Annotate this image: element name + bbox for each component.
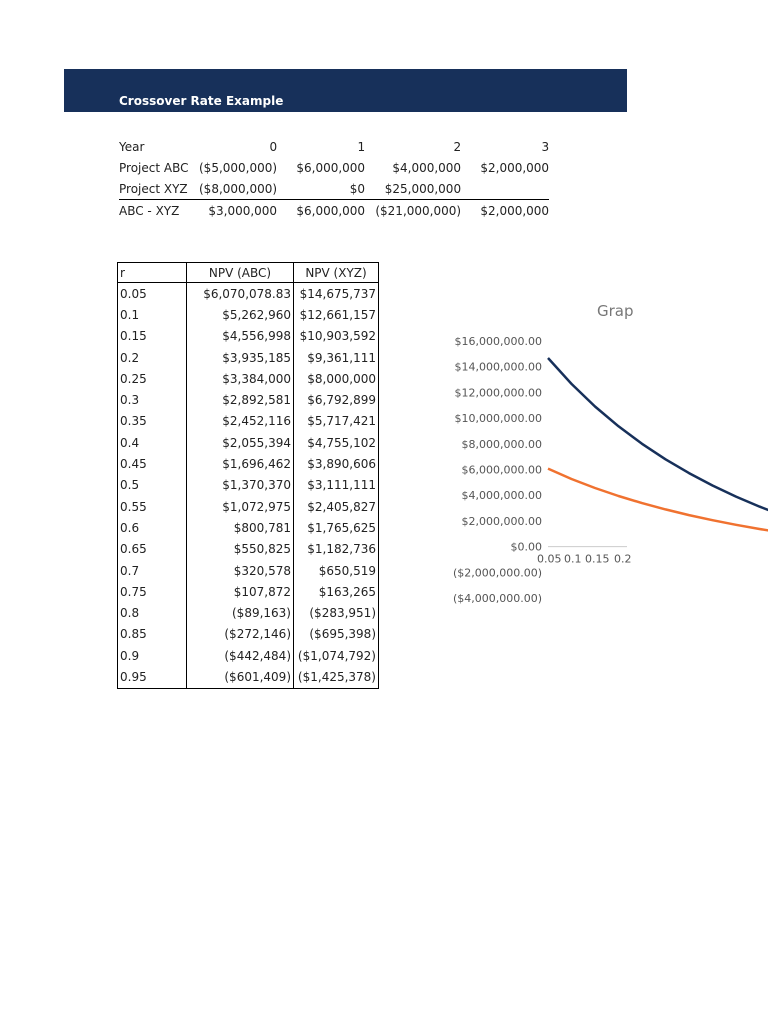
npv-xyz-cell: ($1,425,378)	[294, 666, 379, 688]
cell: ($8,000,000)	[199, 181, 278, 196]
cashflow-table	[119, 136, 549, 221]
rate-cell: 0.55	[118, 496, 187, 517]
y-tick-label: $10,000,000.00	[454, 412, 542, 426]
rate-cell: 0.45	[118, 453, 187, 474]
npv-row	[118, 645, 379, 666]
rate-cell: 0.15	[118, 326, 187, 347]
npv-chart	[440, 290, 634, 620]
rate-cell: 0.85	[118, 624, 187, 645]
year-label: Year	[119, 139, 145, 154]
npv-row	[118, 304, 379, 325]
npv-row	[118, 539, 379, 560]
rate-cell: 0.9	[118, 645, 187, 666]
y-tick-label: $16,000,000.00	[454, 335, 542, 348]
npv-row	[118, 283, 379, 305]
npv-abc-cell: $3,935,185	[187, 347, 294, 368]
row-label: Project ABC	[119, 160, 189, 175]
series-line-abc	[548, 469, 768, 555]
x-tick-label: 0.1	[564, 552, 582, 566]
npv-row	[118, 581, 379, 602]
y-tick-label: $2,000,000.00	[461, 514, 542, 528]
npv-abc-cell: $4,556,998	[187, 326, 294, 347]
npv-xyz-cell: $5,717,421	[294, 411, 379, 432]
y-tick-label: ($2,000,000.00)	[452, 566, 542, 580]
npv-xyz-cell: ($1,074,792)	[294, 645, 379, 666]
rate-cell: 0.6	[118, 517, 187, 538]
npv-abc-cell: $800,781	[187, 517, 294, 538]
npv-xyz-cell: $8,000,000	[294, 368, 379, 389]
npv-abc-cell: $2,055,394	[187, 432, 294, 453]
npv-row	[118, 432, 379, 453]
y-axis-ticks	[453, 335, 542, 605]
npv-abc-cell: ($272,146)	[187, 624, 294, 645]
rate-cell: 0.5	[118, 475, 187, 496]
npv-row	[118, 347, 379, 368]
cell	[461, 178, 549, 200]
npv-xyz-cell: $1,182,736	[294, 539, 379, 560]
npv-row	[118, 624, 379, 645]
cell: ($5,000,000)	[199, 160, 278, 175]
header-npv-xyz: NPV (XYZ)	[294, 263, 379, 283]
npv-xyz-cell: $4,755,102	[294, 432, 379, 453]
cell: $2,000,000	[480, 160, 550, 175]
y-tick-label: ($4,000,000.00)	[452, 592, 542, 605]
npv-xyz-cell: $12,661,157	[294, 304, 379, 325]
x-tick-label: 0.05	[537, 552, 562, 566]
y-tick-label: $12,000,000.00	[454, 386, 542, 400]
rate-cell: 0.2	[118, 347, 187, 368]
cell: $0	[349, 181, 366, 196]
npv-xyz-cell: $1,765,625	[294, 517, 379, 538]
npv-abc-cell: $5,262,960	[187, 304, 294, 325]
npv-row	[118, 475, 379, 496]
cell: $25,000,000	[384, 181, 462, 196]
npv-xyz-cell: $650,519	[294, 560, 379, 581]
cell: $4,000,000	[392, 160, 462, 175]
npv-abc-cell: $1,696,462	[187, 453, 294, 474]
npv-xyz-cell: $2,405,827	[294, 496, 379, 517]
rate-cell: 0.1	[118, 304, 187, 325]
npv-abc-cell: $3,384,000	[187, 368, 294, 389]
cashflow-row-diff	[119, 200, 549, 222]
y-tick-label: $4,000,000.00	[461, 489, 542, 503]
cashflow-row-abc	[119, 157, 549, 178]
npv-xyz-cell: $14,675,737	[294, 283, 379, 305]
header-npv-abc: NPV (ABC)	[187, 263, 294, 283]
rate-cell: 0.35	[118, 411, 187, 432]
npv-abc-cell: $1,072,975	[187, 496, 294, 517]
npv-abc-cell: $2,892,581	[187, 389, 294, 410]
series-lines	[548, 358, 768, 565]
header-rate: r	[118, 263, 187, 283]
year-3: 3	[541, 139, 550, 154]
npv-row	[118, 602, 379, 623]
x-axis	[537, 547, 632, 566]
title-banner	[64, 69, 627, 112]
npv-row	[118, 368, 379, 389]
rate-cell: 0.25	[118, 368, 187, 389]
npv-row	[118, 326, 379, 347]
year-0: 0	[269, 139, 278, 154]
npv-abc-cell: $107,872	[187, 581, 294, 602]
cell: ($21,000,000)	[365, 200, 461, 222]
npv-abc-cell: $2,452,116	[187, 411, 294, 432]
npv-row	[118, 453, 379, 474]
row-label: ABC - XYZ	[119, 200, 199, 222]
y-tick-label: $6,000,000.00	[461, 463, 542, 477]
series-line-xyz	[548, 358, 768, 565]
npv-row	[118, 389, 379, 410]
npv-xyz-cell: $10,903,592	[294, 326, 379, 347]
year-2: 2	[453, 139, 462, 154]
npv-xyz-cell: ($283,951)	[294, 602, 379, 623]
npv-xyz-cell: $9,361,111	[294, 347, 379, 368]
rate-cell: 0.7	[118, 560, 187, 581]
rate-cell: 0.3	[118, 389, 187, 410]
cell: $2,000,000	[461, 200, 549, 222]
npv-row	[118, 496, 379, 517]
npv-row	[118, 666, 379, 688]
npv-xyz-cell: $163,265	[294, 581, 379, 602]
npv-abc-cell: ($89,163)	[187, 602, 294, 623]
rate-cell: 0.95	[118, 666, 187, 688]
cell: $6,000,000	[277, 200, 365, 222]
npv-abc-cell: ($442,484)	[187, 645, 294, 666]
npv-table	[117, 262, 379, 689]
npv-abc-cell: ($601,409)	[187, 666, 294, 688]
rate-cell: 0.05	[118, 283, 187, 305]
year-1: 1	[357, 139, 366, 154]
npv-table-body	[118, 283, 379, 689]
chart-title: Grap	[597, 302, 634, 320]
rate-cell: 0.4	[118, 432, 187, 453]
rate-cell: 0.75	[118, 581, 187, 602]
x-tick-label: 0.15	[585, 552, 610, 566]
cashflow-row-xyz	[119, 178, 549, 200]
npv-abc-cell: $320,578	[187, 560, 294, 581]
sheet-title: Crossover Rate Example	[119, 94, 284, 108]
npv-xyz-cell: $6,792,899	[294, 389, 379, 410]
rate-cell: 0.8	[118, 602, 187, 623]
npv-row	[118, 411, 379, 432]
npv-abc-cell: $550,825	[187, 539, 294, 560]
npv-row	[118, 517, 379, 538]
npv-xyz-cell: ($695,398)	[294, 624, 379, 645]
npv-abc-cell: $1,370,370	[187, 475, 294, 496]
npv-xyz-cell: $3,111,111	[294, 475, 379, 496]
y-tick-label: $0.00	[510, 540, 542, 554]
npv-xyz-cell: $3,890,606	[294, 453, 379, 474]
npv-row	[118, 560, 379, 581]
cell: $6,000,000	[296, 160, 366, 175]
rate-cell: 0.65	[118, 539, 187, 560]
npv-abc-cell: $6,070,078.83	[187, 283, 294, 305]
row-label: Project XYZ	[119, 181, 188, 196]
year-row	[119, 136, 549, 157]
chart-svg	[440, 290, 634, 620]
y-tick-label: $8,000,000.00	[461, 437, 542, 451]
npv-header-row	[118, 263, 379, 283]
x-tick-label: 0.2	[614, 552, 632, 566]
y-tick-label: $14,000,000.00	[454, 360, 542, 374]
cell: $3,000,000	[199, 200, 277, 222]
